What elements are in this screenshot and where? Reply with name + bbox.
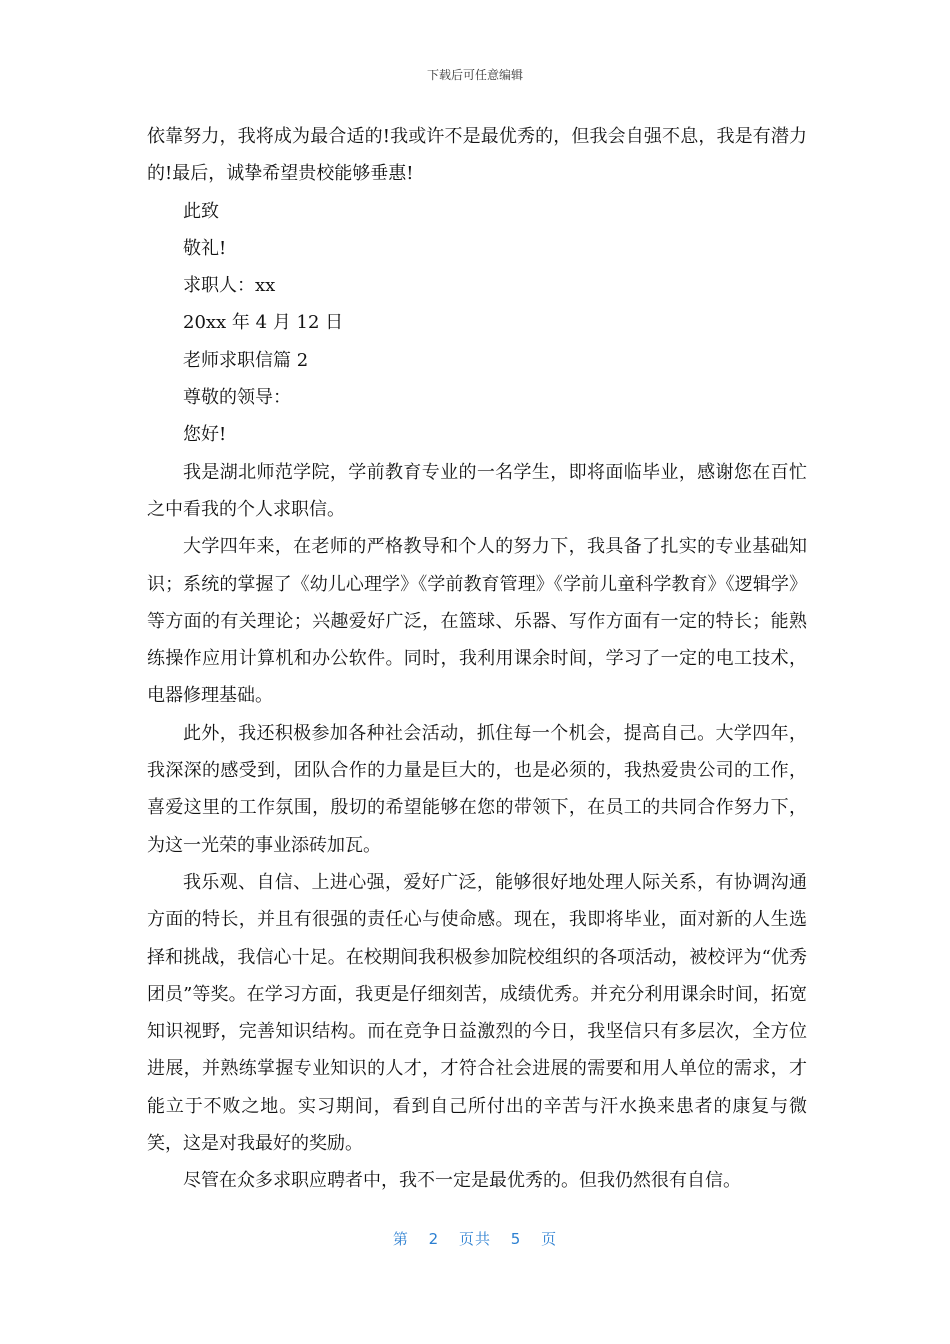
page-header-note: 下载后可任意编辑 [426, 68, 523, 82]
paragraph-confidence: 尽管在众多求职应聘者中，我不一定是最优秀的。但我仍然很有自信。 [183, 1170, 741, 1192]
page-number: 第 2 页共 5 页 [392, 1230, 558, 1248]
paragraph-activities: 此外，我还积极参加各种社会活动，抓住每一个机会，提高自己。大学四年，我深深的感受到，团队合作的力量是巨大的，也是必须的，我热爱贵公司的工作，喜爱这里的工作氛围，殷切的希望能够在您的带领下，在员工的共同合作努力下，为这一光荣的事业添砖加瓦。 [147, 722, 807, 856]
paragraph-personality: 我乐观、自信、上进心强，爱好广泛，能够很好地处理人际关系，有协调沟通方面的特长，并且有很强的责任心与使命感。现在，我即将毕业，面对新的人生选择和挑战，我信心十足。在校期间我积极参加院校组织的各项活动，被校评为“优秀团员”等奖。在学习方面，我更是仔细刻苦，成绩优秀。并充分利用课余时间，拓宽知识视野，完善知识结构。而在竞争日益激烈的今日，我坚信只有多层次，全方位进展，并熟练掌握专业知识的人才，才符合社会进展的需要和用人单位的需求，才能立于不败之地。实习期间，看到自己所付出的辛苦与汗水换来患者的康复与微笑，这是对我最好的奖励。 [147, 871, 807, 1155]
applicant-line: 求职人：xx [183, 275, 276, 297]
document-body [147, 118, 807, 1200]
greeting: 您好! [183, 424, 227, 446]
salutation: 尊敬的领导： [183, 387, 291, 409]
paragraph-intro: 我是湖北师范学院，学前教育专业的一名学生，即将面临毕业，感谢您在百忙之中看我的个人求职信。 [147, 461, 807, 520]
date-line: 20xx 年 4 月 12 日 [183, 312, 344, 334]
closing-line-2: 敬礼! [183, 237, 227, 259]
paragraph-education: 大学四年来，在老师的严格教导和个人的努力下，我具备了扎实的专业基础知识；系统的掌握了《幼儿心理学》《学前教育管理》《学前儿童科学教育》《逻辑学》等方面的有关理论；兴趣爱好广泛，在篮球、乐器、写作方面有一定的特长；能熟练操作应用计算机和办公软件。同时，我利用课余时间，学习了一定的电工技术，电器修理基础。 [147, 536, 807, 707]
paragraph-continuation: 依靠努力，我将成为最合适的!我或许不是最优秀的，但我会自强不息，我是有潜力的!最后，诚挚希望贵校能够垂惠! [147, 126, 807, 185]
closing-line-1: 此致 [183, 200, 219, 222]
section-title: 老师求职信篇 2 [183, 349, 309, 371]
